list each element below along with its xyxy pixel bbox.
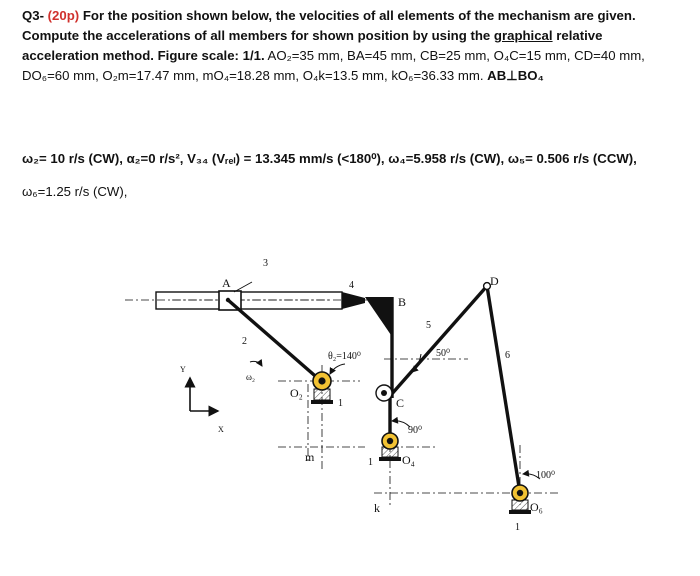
gusset-b [365,297,393,338]
label-theta2: θ₂=140⁰ [328,351,361,362]
label-o2: O₂ [290,386,303,400]
label-link-3: 3 [263,258,268,269]
label-ground-1b: 1 [368,457,373,468]
label-o4: O₄ [402,453,415,467]
points-badge: (20p) [47,8,80,23]
label-angle-90: 90⁰ [408,425,423,436]
label-c: C [396,396,405,410]
label-link-6: 6 [505,350,510,361]
method-pre: the [470,28,491,43]
method-post: relative acceleration method. [22,28,603,63]
label-link-2: 2 [242,336,247,347]
label-ground-1a: 1 [338,398,343,409]
ground-pivot-o2 [311,372,333,404]
ground-pivot-o6 [509,485,531,514]
omega2-arrow [250,361,262,366]
label-o6: O₆ [530,500,543,514]
coordinate-axes [190,378,218,411]
theta2-arc [330,364,345,374]
label-ground-1c: 1 [515,522,520,533]
label-angle-100: 100⁰ [536,470,556,481]
given-line-1: ω₂= 10 r/s (CW), α₂=0 r/s², V₃₄ (Vᵣₑₗ) = 13.345 mm/s (<180⁰), ω₄=5.958 r/s (CW), ω₅= 0.506 r/s (CCW), [22,151,637,167]
leader-3 [234,282,252,292]
joint-c [376,385,392,401]
label-axis-y: Y [180,365,186,374]
perpendicular-condition: AB⊥BO₄ [487,68,544,83]
link-6 [487,286,520,493]
dimensions-text: AO₂=35 mm, BA=45 mm, CB=25 mm, O₄C=15 mm, CD=40 mm, DO₆=60 mm, O₂m=17.47 mm, mO₄=18.28 mm, O₄k=13.5 mm, kO₆=36.33 mm. [22,48,645,83]
label-link-5: 5 [426,320,431,331]
slider-guide [156,292,365,309]
label-d: D [490,274,499,288]
label-a: A [222,276,231,290]
method-underlined: graphical [493,28,553,43]
statement-text: For the position shown below, the velocities of all elements of the mechanism are given. Compute the accelerations of all members for shown position by using [22,8,636,43]
label-omega2: ω₂ [246,372,256,382]
ground-pivot-o4 [379,433,401,461]
question-number: Q3- [22,8,44,23]
label-b: B [398,295,407,309]
label-angle-50: 50⁰ [436,348,451,359]
scale-label: Figure scale: 1/1. [157,48,265,63]
given-line-2: ω₆=1.25 r/s (CW), [22,184,128,200]
label-m: m [305,450,315,464]
label-link-4: 4 [349,280,354,291]
label-k: k [374,501,380,515]
label-axis-x: X [218,425,224,434]
